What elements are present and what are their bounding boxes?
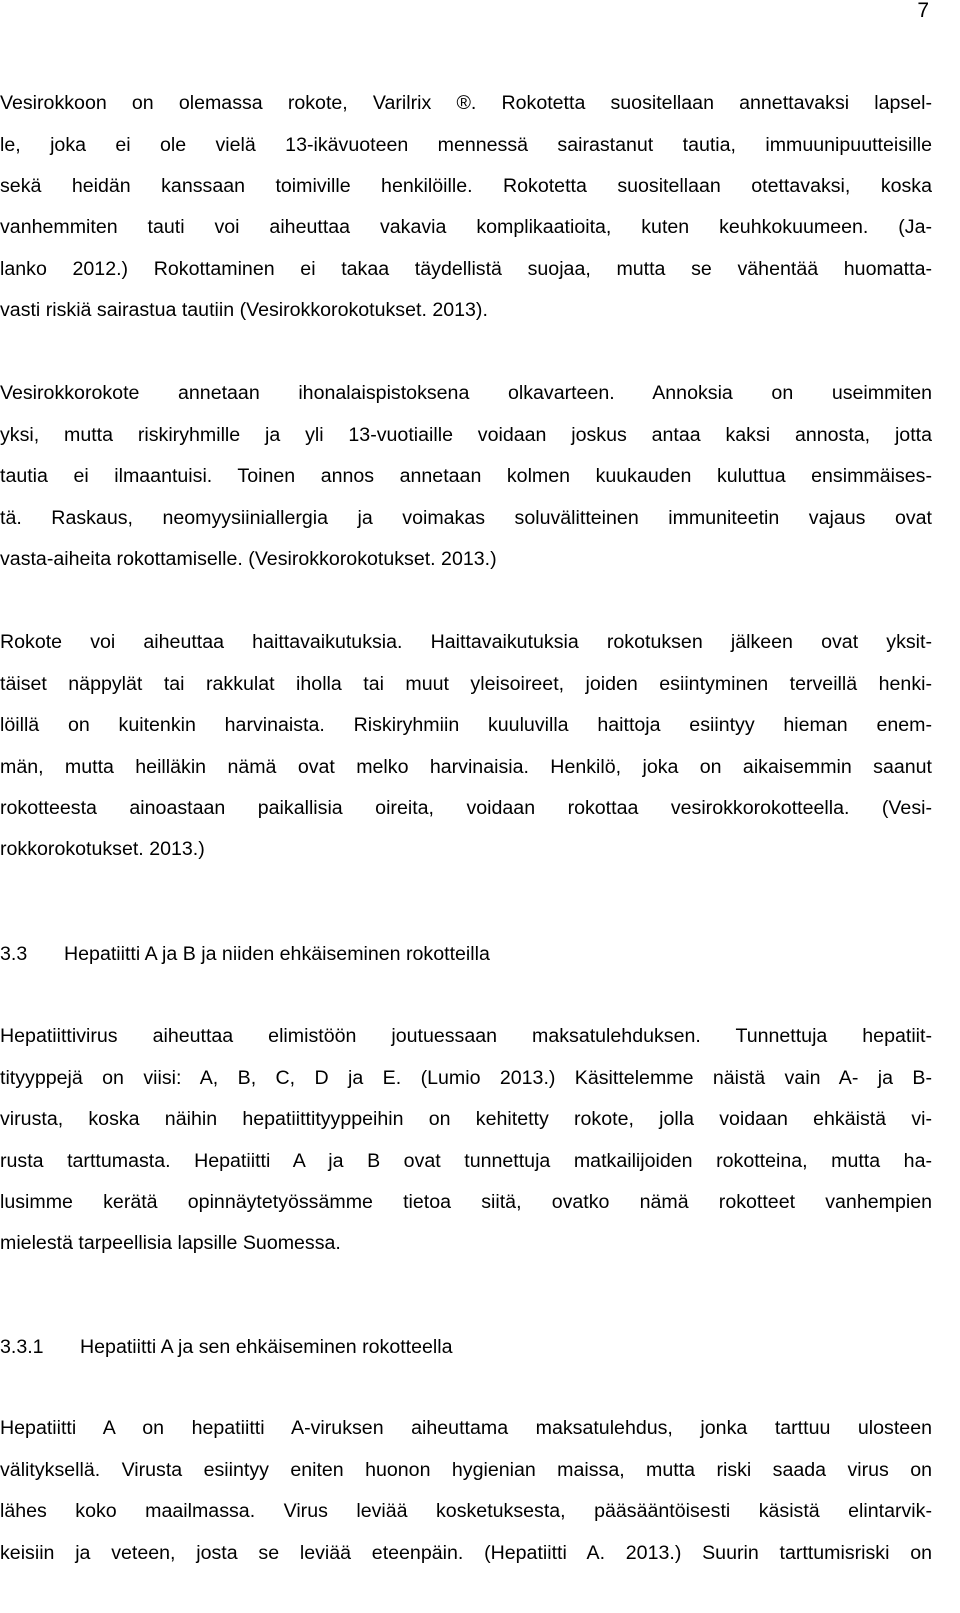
text-line: lusimme kerätä opinnäytetyössämme tietoa siitä, ovatko nämä rokotteet vanhempien: [0, 1191, 932, 1213]
text-line: vanhemmiten tauti voi aiheuttaa vakavia komplikaatioita, kuten keuhkokuumeen. (Ja-: [0, 216, 932, 238]
text-line: lähes koko maailmassa. Virus leviää kosketuksesta, pääsääntöisesti käsistä elintarvik-: [0, 1500, 932, 1522]
text-line: Hepatiittivirus aiheuttaa elimistöön joutuessaan maksatulehduksen. Tunnettuja hepatiit-: [0, 1025, 932, 1047]
heading-number: 3.3: [0, 943, 28, 965]
text-line: sekä heidän kanssaan toimiville henkilöille. Rokotetta suositellaan otettavaksi, koska: [0, 175, 932, 197]
text-line: välityksellä. Virusta esiintyy eniten huonon hygienian maissa, mutta riski saada virus on: [0, 1459, 932, 1481]
text-line: täiset näppylät tai rakkulat iholla tai muut yleisoireet, joiden esiintyminen terveillä henki-: [0, 673, 932, 695]
text-line: vasta-aiheita rokottamiselle. (Vesirokkorokotukset. 2013.): [0, 548, 497, 570]
text-line: mielestä tarpeellisia lapsille Suomessa.: [0, 1232, 341, 1254]
text-line: vasti riskiä sairastua tautiin (Vesirokkorokotukset. 2013).: [0, 299, 488, 321]
text-line: le, joka ei ole vielä 13-ikävuoteen mennessä sairastanut tautia, immuunipuutteisille: [0, 134, 932, 156]
text-line: keisiin ja veteen, josta se leviää eteenpäin. (Hepatiitti A. 2013.) Suurin tarttumisriski on: [0, 1542, 932, 1564]
page-number: 7: [917, 0, 929, 22]
text-line: män, mutta heilläkin nämä ovat melko harvinaisia. Henkilö, joka on aikaisemmin saanut: [0, 756, 932, 778]
text-line: tautia ei ilmaantuisi. Toinen annos annetaan kolmen kuukauden kuluttua ensimmäises-: [0, 465, 932, 487]
text-line: Hepatiitti A on hepatiitti A-viruksen aiheuttama maksatulehdus, jonka tarttuu ulosteen: [0, 1417, 932, 1439]
heading-title: Hepatiitti A ja sen ehkäiseminen rokotteella: [80, 1336, 453, 1358]
text-line: yksi, mutta riskiryhmille ja yli 13-vuotiaille voidaan joskus antaa kaksi annosta, jotta: [0, 424, 932, 446]
text-line: Vesirokkoon on olemassa rokote, Varilrix ®. Rokotetta suositellaan annettavaksi lapsel-: [0, 92, 932, 114]
text-line: Rokote voi aiheuttaa haittavaikutuksia. Haittavaikutuksia rokotuksen jälkeen ovat yksit-: [0, 631, 932, 653]
text-line: rokotteesta ainoastaan paikallisia oireita, voidaan rokottaa vesirokkorokotteella. (Vesi-: [0, 797, 932, 819]
text-line: tä. Raskaus, neomyysiiniallergia ja voimakas soluvälitteinen immuniteetin vajaus ovat: [0, 507, 932, 529]
text-line: virusta, koska näihin hepatiittityyppeihin on kehitetty rokote, jolla voidaan ehkäistä vi-: [0, 1108, 932, 1130]
heading-number: 3.3.1: [0, 1336, 44, 1358]
text-line: lanko 2012.) Rokottaminen ei takaa täydellistä suojaa, mutta se vähentää huomatta-: [0, 258, 932, 280]
text-line: Vesirokkorokote annetaan ihonalaispistoksena olkavarteen. Annoksia on useimmiten: [0, 382, 932, 404]
heading-title: Hepatiitti A ja B ja niiden ehkäiseminen rokotteilla: [64, 943, 490, 965]
text-line: rokkorokotukset. 2013.): [0, 838, 205, 860]
text-line: löillä on kuitenkin harvinaista. Riskiryhmiin kuuluvilla haittoja esiintyy hieman enem-: [0, 714, 932, 736]
text-line: rusta tarttumasta. Hepatiitti A ja B ovat tunnettuja matkailijoiden rokotteina, mutta ha-: [0, 1150, 932, 1172]
text-line: tityyppejä on viisi: A, B, C, D ja E. (Lumio 2013.) Käsittelemme näistä vain A- ja B-: [0, 1067, 932, 1089]
